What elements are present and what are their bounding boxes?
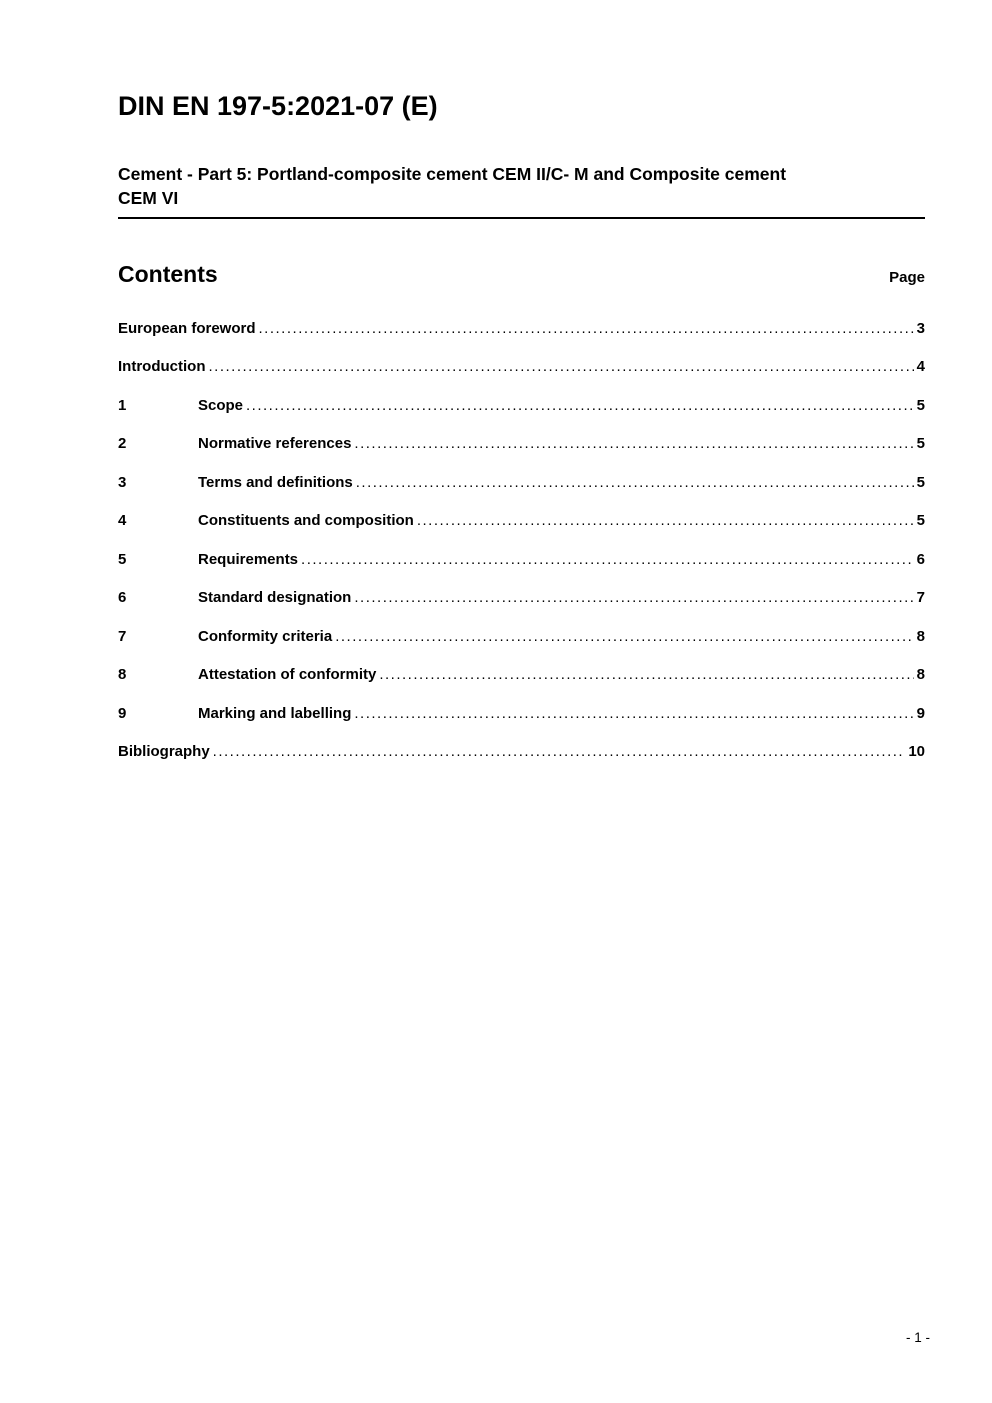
toc-entry-title: Constituents and composition xyxy=(198,512,414,530)
toc-entry-number: 6 xyxy=(118,589,127,607)
toc-leader-dots xyxy=(259,320,914,338)
toc-entry-page: 5 xyxy=(916,396,925,414)
toc-entry-number: 2 xyxy=(118,435,127,453)
footer-page-number: - 1 - xyxy=(905,1330,930,1345)
toc-entry xyxy=(118,666,925,684)
toc-entry xyxy=(118,743,925,761)
toc-list xyxy=(118,320,925,762)
toc-entry-title: Bibliography xyxy=(118,743,210,761)
toc-entry-title: Requirements xyxy=(198,550,299,568)
toc-entry-page: 5 xyxy=(916,473,925,491)
toc-entry-number: 5 xyxy=(118,550,127,568)
toc-entry-page: 6 xyxy=(916,550,925,568)
toc-entry-page: 10 xyxy=(908,743,925,761)
toc-leader-dots xyxy=(379,666,913,684)
toc-entry-title: Terms and definitions xyxy=(198,473,353,491)
toc-entry-number: 4 xyxy=(118,512,127,530)
toc-entry-number: 3 xyxy=(118,473,127,491)
toc-entry xyxy=(118,435,925,453)
toc-entry-page: 8 xyxy=(916,666,925,684)
toc-entry xyxy=(118,628,925,646)
document-title-line1: Cement - Part 5: Portland-composite cement CEM II/C- M and Composite cement xyxy=(118,163,787,184)
toc-entry-page: 8 xyxy=(916,627,925,645)
toc-entry-page: 5 xyxy=(916,512,925,530)
page-column-label: Page xyxy=(889,268,925,286)
toc-entry xyxy=(118,512,925,530)
toc-entry-title: Conformity criteria xyxy=(198,627,333,645)
toc-leader-dots xyxy=(354,705,913,723)
toc-leader-dots xyxy=(213,743,906,761)
toc-entry-title: Standard designation xyxy=(198,589,352,607)
contents-header xyxy=(118,261,925,288)
toc-entry-title: Normative references xyxy=(198,435,352,453)
document-title xyxy=(118,162,925,219)
document-title-line2: CEM VI xyxy=(118,187,179,208)
toc-entry-title: Marking and labelling xyxy=(198,704,352,722)
toc-entry-page: 9 xyxy=(916,704,925,722)
toc-entry-number: 7 xyxy=(118,627,127,645)
toc-leader-dots xyxy=(354,589,913,607)
toc-entry-number: 9 xyxy=(118,704,127,722)
toc-leader-dots xyxy=(301,551,914,569)
toc-entry-page: 3 xyxy=(916,319,925,337)
document-page xyxy=(118,0,925,782)
toc-entry-number: 1 xyxy=(118,396,127,414)
toc-leader-dots xyxy=(246,397,914,415)
toc-entry xyxy=(118,705,925,723)
toc-entry xyxy=(118,397,925,415)
toc-leader-dots xyxy=(335,628,913,646)
toc-entry-page: 4 xyxy=(916,358,925,376)
toc-entry-page: 7 xyxy=(916,589,925,607)
toc-entry-title: Introduction xyxy=(118,358,206,376)
contents-heading: Contents xyxy=(118,260,218,287)
toc-leader-dots xyxy=(354,435,913,453)
toc-entry-page: 5 xyxy=(916,435,925,453)
toc-leader-dots xyxy=(356,474,914,492)
toc-entry xyxy=(118,358,925,376)
toc-entry-title: European foreword xyxy=(118,319,256,337)
toc-leader-dots xyxy=(417,512,914,530)
toc-entry xyxy=(118,551,925,569)
toc-entry-title: Scope xyxy=(198,396,244,414)
toc-entry-number: 8 xyxy=(118,666,127,684)
toc-entry xyxy=(118,320,925,338)
toc-entry-title: Attestation of conformity xyxy=(198,666,377,684)
toc-entry xyxy=(118,474,925,492)
toc-entry xyxy=(118,589,925,607)
toc-leader-dots xyxy=(208,358,913,376)
document-number: DIN EN 197-5:2021-07 (E) xyxy=(118,91,438,121)
